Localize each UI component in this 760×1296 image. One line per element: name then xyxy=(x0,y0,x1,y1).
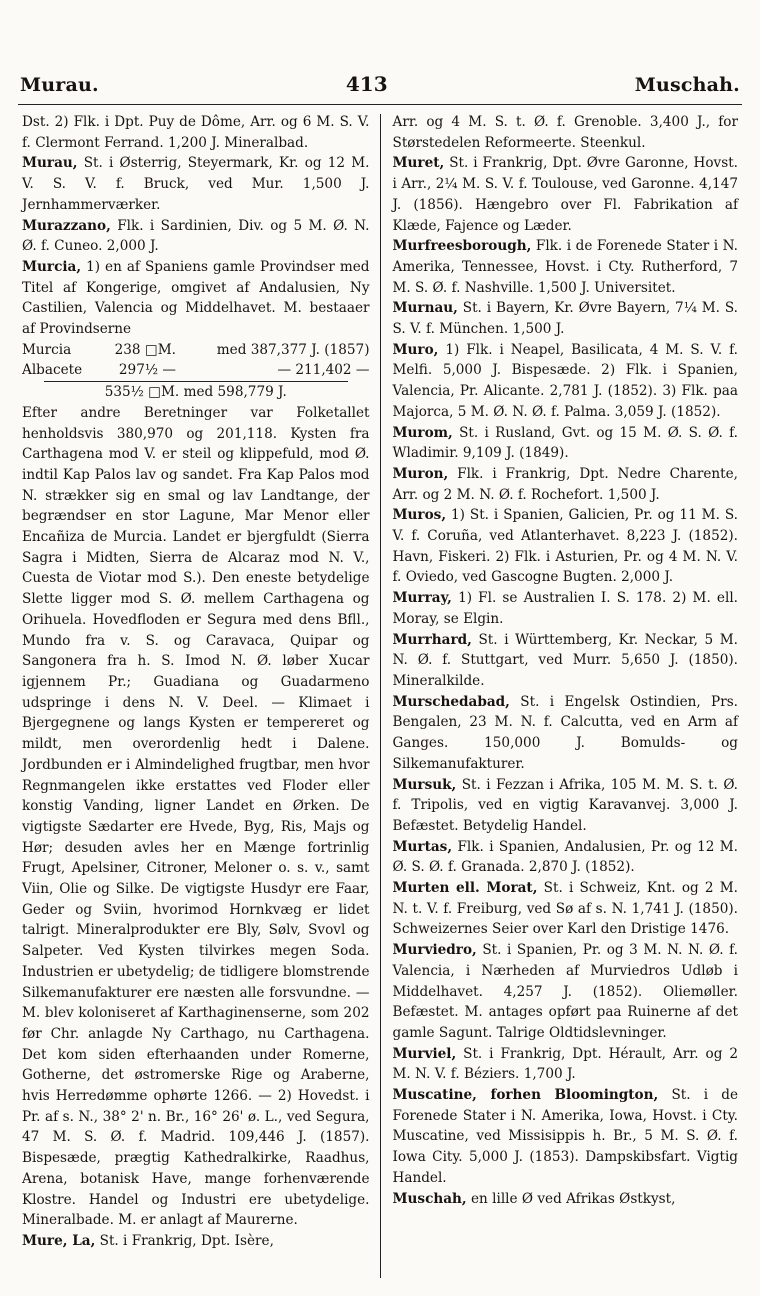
table-cell: med 387,377 J. (1857) xyxy=(216,341,370,358)
entry: Murtas, Flk. i Spanien, Andalusien, Pr. og 12 M. Ø. S. Ø. f. Granada. 2,870 J. (1852). xyxy=(392,838,738,876)
entry: Murfreesborough, Flk. i de Forenede Stater i N. Amerika, Tennessee, Hovst. i Cty. Rutherford, 7 M. S. Ø. f. Nashville. 1,500 J. Universitet. xyxy=(392,238,738,296)
entry: Muret, St. i Frankrig, Dpt. Øvre Garonne, Hovst. i Arr., 2¼ M. S. V. f. Toulouse, ved Garonne. 4,147 J. (1856). Hængebro over Fl. Fabrikation af Klæde, Fajence og Læder. xyxy=(392,155,738,234)
entry: Mure, La, St. i Frankrig, Dpt. Isère, xyxy=(22,1232,274,1249)
table-row xyxy=(22,360,370,381)
right-column xyxy=(381,112,739,1278)
entry: Muro, 1) Flk. i Neapel, Basilicata, 4 M. S. V. f. Melfi. 5,000 J. Bispesæde. 2) Flk. i Spanien, Valencia, Pr. Alicante. 2,781 J. (1852). 3) Flk. paa Majorca, 5 M. Ø. N. Ø. f. Palma. 3,059 J. (1852). xyxy=(392,341,739,420)
entry: Muschah, en lille Ø ved Afrikas Østkyst, xyxy=(392,1190,676,1207)
entry: Murviel, St. i Frankrig, Dpt. Hérault, Arr. og 2 M. N. V. f. Béziers. 1,700 J. xyxy=(392,1045,738,1083)
entry: Murau, St. i Østerrig, Steyermark, Kr. og 12 M. V. S. V. f. Bruck, ved Mur. 1,500 J. Jernhammerværker. xyxy=(22,155,370,213)
entry: Murnau, St. i Bayern, Kr. Øvre Bayern, 7¼ M. S. S. V. f. München. 1,500 J. xyxy=(392,300,739,338)
page-number: 413 xyxy=(345,72,388,96)
entry: Mursuk, St. i Fezzan i Afrika, 105 M. M. S. t. Ø. f. Tripolis, ved en vigtig Karavanvej. 3,000 J. Befæstet. Betydelig Handel. xyxy=(392,776,738,834)
entry: Muscatine, forhen Bloomington, St. i de Forenede Stater i N. Amerika, Iowa, Hovst. i Cty. Muscatine, ved Missisippis h. Br., 5 M. S. Ø. f. Iowa City. 5,000 J. (1853). Dampskibsfart. Vigtig Handel. xyxy=(392,1087,738,1186)
running-header xyxy=(20,72,740,102)
entry: Murray, 1) Fl. se Australien I. S. 178. 2) M. ell. Moray, se Elgin. xyxy=(392,590,738,627)
text-columns xyxy=(22,112,738,1278)
entry: Muros, 1) St. i Spanien, Galicien, Pr. og 11 M. S. V. f. Coruña, ved Atlanterhavet. 8,223 J. (1852). Havn, Fiskeri. 2) Flk. i Asturien, Pr. og 4 M. N. V. f. Oviedo, ved Gascogne Bugten. 2,000 J. xyxy=(392,507,738,586)
entry: Murrhard, St. i Württemberg, Kr. Neckar, 5 M. N. Ø. f. Stuttgart, ved Murr. 5,650 J. (1850). Mineralkilde. xyxy=(392,631,738,689)
table-cell: Albacete xyxy=(22,362,83,379)
table-total: 535½ □M. med 598,779 J. xyxy=(44,381,348,403)
entry: Murom, St. i Rusland, Gvt. og 15 M. Ø. S. Ø. f. Wladimir. 9,109 J. (1849). xyxy=(392,424,739,462)
entry: Murcia, 1) en af Spaniens gamle Provindser med Titel af Kongerige, omgivet af Andalusien, Ny Castilien, Valencia og Middelhavet. M. bestaaer af Provindserne xyxy=(22,258,370,338)
header-right-word: Muschah. xyxy=(634,74,740,96)
entry-body: Efter andre Beretninger var Folketallet henholdsvis 380,970 og 201,118. Kysten fra Carthagena mod V. er steil og klippefuld, mod Ø. indtil Kap Palos lav og sandet. Fra Kap Palos mod N. strækker sig en smal og lav Landtange, der begrændser en stor Lagune, Mar Menor eller Encañiza de Murcia. Landet er bjergfuldt (Sierra Sagra i Midten, Sierra de Alcaraz mod N. V., Cuesta de Viotar mod S.). Den eneste betydelige Slette ligger mod S. Ø. mellem Carthagena og Orihuela. Hovedfloden er Segura med dens Bfll., Mundo fra v. S. og Caravaca, Quipar og Sangonera fra h. S. Imod N. Ø. løber Xucar igjennem Pr.; Guadiana og Guadarmeno udspringe i dens N. V. Deel. — Klimaet i Bjergegnene og langs Kysten er tempereret og mildt, men overordenlig hedt i Dalene. Jordbunden er i Almindelighed frugtbar, men hvor Regnmangelen ikke erstattes ved Floder eller konstig Vanding, ligner Landet en Ørken. De vigtigste Sædarter ere Hvede, Byg, Ris, Majs og Hør; desuden avles her en Mænge fortrinlig Frugt, Apelsiner, Citroner, Meloner o. s. v., samt Viin, Olie og Silke. De vigtigste Husdyr ere Faar, Geder og Sviin, hvorimod Hornkvæg er lidet talrigt. Mineralprodukter ere Bly, Sølv, Svovl og Salpeter. Ved Kysten tilvirkes megen Soda. Industrien er ubetydelig; de tidligere blomstrende Silkemanufakturer ere næsten alle forsvundne. — M. blev koloniseret af Karthaginenserne, som 202 før Chr. anlagde Ny Carthago, nu Carthagena. Det kom siden efterhaanden under Romerne, Gotherne, det østromerske Rige og Araberne, hvis Herredømme ophørte 1266. — 2) Hovedst. i Pr. af s. N., 38° 2' n. Br., 16° 26' ø. L., ved Segura, 47 M. S. Ø. f. Madrid. 109,446 J. (1857). Bispesæde, prægtig Kathedralkirke, Raadhus, Arena, botanisk Have, mange forhenværende Klostre. Handel og Industri ere ubetydelige. Mineralbade. M. er anlagt af Maurerne. xyxy=(22,404,370,1229)
entry: Murten ell. Morat, St. i Schweiz, Knt. og 2 M. N. t. V. f. Freiburg, ved Sø af s. N. 1,741 J. (1850). Schweizernes Seier over Karl den Dristige 1476. xyxy=(392,880,739,938)
entry: Arr. og 4 M. S. t. Ø. f. Grenoble. 3,400 J., for Størstedelen Reformeerte. Steenkul. xyxy=(392,114,738,151)
table-cell: 297½ — xyxy=(118,362,176,379)
left-column xyxy=(22,112,380,1278)
table-cell: Murcia xyxy=(22,341,72,358)
entry: Murschedabad, St. i Engelsk Ostindien, Prs. Bengalen, 23 M. N. f. Calcutta, ved en Arm af Ganges. 150,000 J. Bomulds- og Silkemanufakturer. xyxy=(392,693,738,772)
entry: Murviedro, St. i Spanien, Pr. og 3 M. N. N. Ø. f. Valencia, i Nærheden af Murviedros Udløb i Middelhavet. 4,257 J. (1852). Oliemøller. Befæstet. M. antages opført paa Ruinerne af det gamle Sagunt. Talrige Oldtidslevninger. xyxy=(392,942,738,1041)
entry: Murazzano, Flk. i Sardinien, Div. og 5 M. Ø. N. Ø. f. Cuneo. 2,000 J. xyxy=(22,217,370,255)
header-left-word: Murau. xyxy=(20,74,99,96)
table-cell: 238 □M. xyxy=(114,341,176,358)
province-table xyxy=(22,340,370,381)
header-rule xyxy=(18,104,742,105)
table-cell: — 211,402 — xyxy=(277,362,370,379)
table-row xyxy=(22,340,370,361)
entry: Muron, Flk. i Frankrig, Dpt. Nedre Charente, Arr. og 2 M. N. Ø. f. Rochefort. 1,500 J. xyxy=(392,465,738,503)
entry: Dst. 2) Flk. i Dpt. Puy de Dôme, Arr. og 6 M. S. V. f. Clermont Ferrand. 1,200 J. Mineralbad. xyxy=(22,114,370,151)
